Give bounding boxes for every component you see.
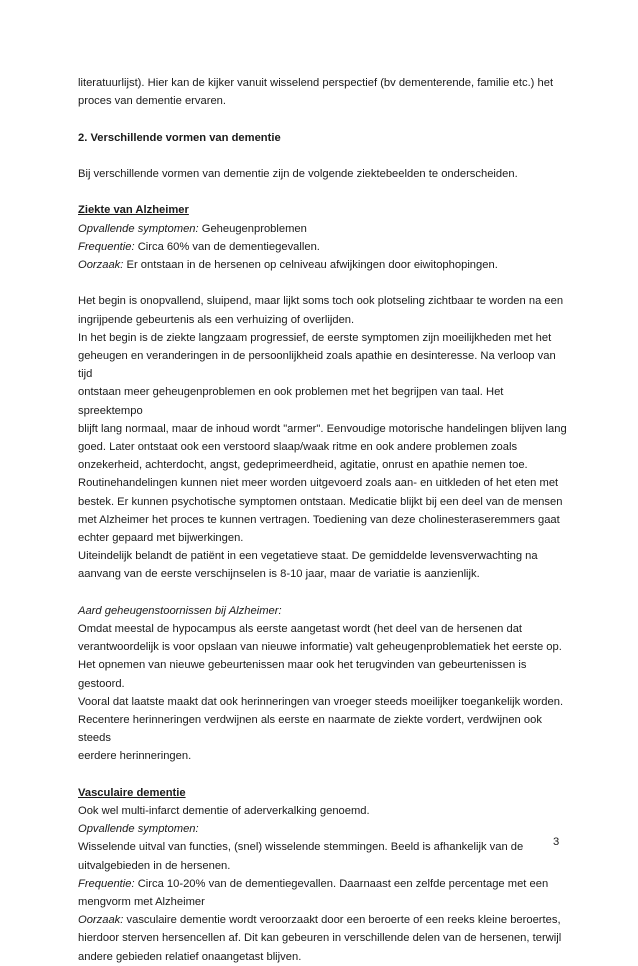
text-line: uitvalgebieden in de hersenen. xyxy=(78,859,231,872)
text-line: onzekerheid, achterdocht, angst, gedeprimeerdheid, agitatie, onrust en apathie nemen toe. xyxy=(78,459,528,472)
frequency-value: Circa 60% van de dementiegevallen. xyxy=(134,240,320,253)
frequency-label: Frequentie: xyxy=(78,877,135,890)
alzheimer-symptoms xyxy=(78,220,570,238)
text-line: bestek. Er kunnen psychotische symptomen ontstaan. Medicatie blijkt bij een deel van de mensen xyxy=(78,495,563,508)
text-line: verantwoordelijk is voor opslaan van nieuwe informatie) valt geheugenproblematiek het eerste op. xyxy=(78,641,562,654)
text-line: Uiteindelijk belandt de patiënt in een vegetatieve staat. De gemiddelde levensverwachting na xyxy=(78,550,538,563)
text-line: Wisselende uitval van functies, (snel) wisselende stemmingen. Beeld is afhankelijk van de xyxy=(78,841,524,854)
text-line: geheugen en veranderingen in de persoonlijkheid zoals apathie en desinteresse. Na verloop van tijd xyxy=(78,349,556,381)
cause-value: vasculaire dementie wordt veroorzaakt door een beroerte of een reeks kleine beroertes, xyxy=(123,914,561,927)
text-line: andere gebieden relatief onaangetast blijven. xyxy=(78,950,302,963)
vascular-title: Vasculaire dementie xyxy=(78,786,186,799)
text-line: In het begin is de ziekte langzaam progressief, de eerste symptomen zijn moeilijkheden met het xyxy=(78,331,552,344)
alzheimer-cause xyxy=(78,256,570,274)
text-line: goed. Later ontstaat ook een verstoord slaap/waak ritme en ook andere problemen zoals xyxy=(78,441,518,453)
alzheimer-frequency xyxy=(78,238,570,256)
cause-label: Oorzaak: xyxy=(78,258,124,271)
text-line: ingrijpende gebeurtenis als een verhuizing of overlijden. xyxy=(78,313,355,326)
section-heading: 2. Verschillende vormen van dementie xyxy=(78,131,281,144)
text-line: Vooral dat laatste maakt dat ook herinneringen van vroeger steeds moeilijker toegankelijk worden. xyxy=(78,695,564,708)
vascular-cause xyxy=(78,911,570,929)
text-line: Het begin is onopvallend, sluipend, maar lijkt soms toch ook plotseling zichtbaar te worden na een xyxy=(78,295,564,308)
text-line: echter gepaard met bijwerkingen. xyxy=(78,532,244,545)
intro-line: proces van dementie ervaren. xyxy=(78,95,227,108)
cause-value: Er ontstaan in de hersenen op celniveau afwijkingen door eiwitophopingen. xyxy=(123,258,498,271)
alzheimer-title: Ziekte van Alzheimer xyxy=(78,204,189,217)
text-line: aanvang van de eerste verschijnselen is 8-10 jaar, maar de variatie is aanzienlijk. xyxy=(78,568,480,581)
symptoms-label: Opvallende symptomen: xyxy=(78,222,199,235)
text-line: ontstaan meer geheugenproblemen en ook problemen met het begrijpen van taal. Het spreektempo xyxy=(78,386,504,417)
vascular-alias: Ook wel multi-infarct dementie of aderverkalking genoemd. xyxy=(78,805,370,818)
intro-line: literatuurlijst). Hier kan de kijker vanuit wisselend perspectief (bv dementerende, familie etc.) het xyxy=(78,77,554,89)
memory-title: Aard geheugenstoornissen bij Alzheimer: xyxy=(78,604,282,617)
text-line: Recentere herinneringen verdwijnen als eerste en naarmate de ziekte vordert, verdwijnen ook steeds xyxy=(78,714,542,745)
vascular-symptoms-label: Opvallende symptomen: xyxy=(78,823,199,836)
text-line: Het opnemen van nieuwe gebeurtenissen maar ook het terugvinden van gebeurtenissen is gestoord. xyxy=(78,659,527,690)
vascular-frequency xyxy=(78,875,570,893)
frequency-label: Frequentie: xyxy=(78,240,135,253)
text-line: mengvorm met Alzheimer xyxy=(78,896,205,909)
text-line: hierdoor sterven hersencellen af. Dit kan gebeuren in verschillende delen van de hersenen, terwijl xyxy=(78,932,562,945)
text-line: blijft lang normaal, maar de inhoud wordt "armer". Eenvoudige motorische handelingen blijven lang xyxy=(78,422,567,435)
symptoms-value: Geheugenproblemen xyxy=(198,222,307,235)
text-line: met Alzheimer het proces te kunnen vertragen. Toediening van deze cholinesteraseremmers gaat xyxy=(78,513,560,526)
page-number: 3 xyxy=(553,836,560,848)
section-intro: Bij verschillende vormen van dementie zijn de volgende ziektebeelden te onderscheiden. xyxy=(78,167,518,180)
text-line: Routinehandelingen kunnen niet meer worden uitgevoerd zoals aan- en uitkleden of het eten met xyxy=(78,477,559,490)
text-line: Omdat meestal de hypocampus als eerste aangetast wordt (het deel van de hersenen dat xyxy=(78,623,523,636)
page-body xyxy=(78,74,570,966)
cause-label: Oorzaak: xyxy=(78,914,124,927)
text-line: eerdere herinneringen. xyxy=(78,750,192,763)
frequency-value: Circa 10-20% van de dementiegevallen. Daarnaast een zelfde percentage met een xyxy=(134,877,549,890)
